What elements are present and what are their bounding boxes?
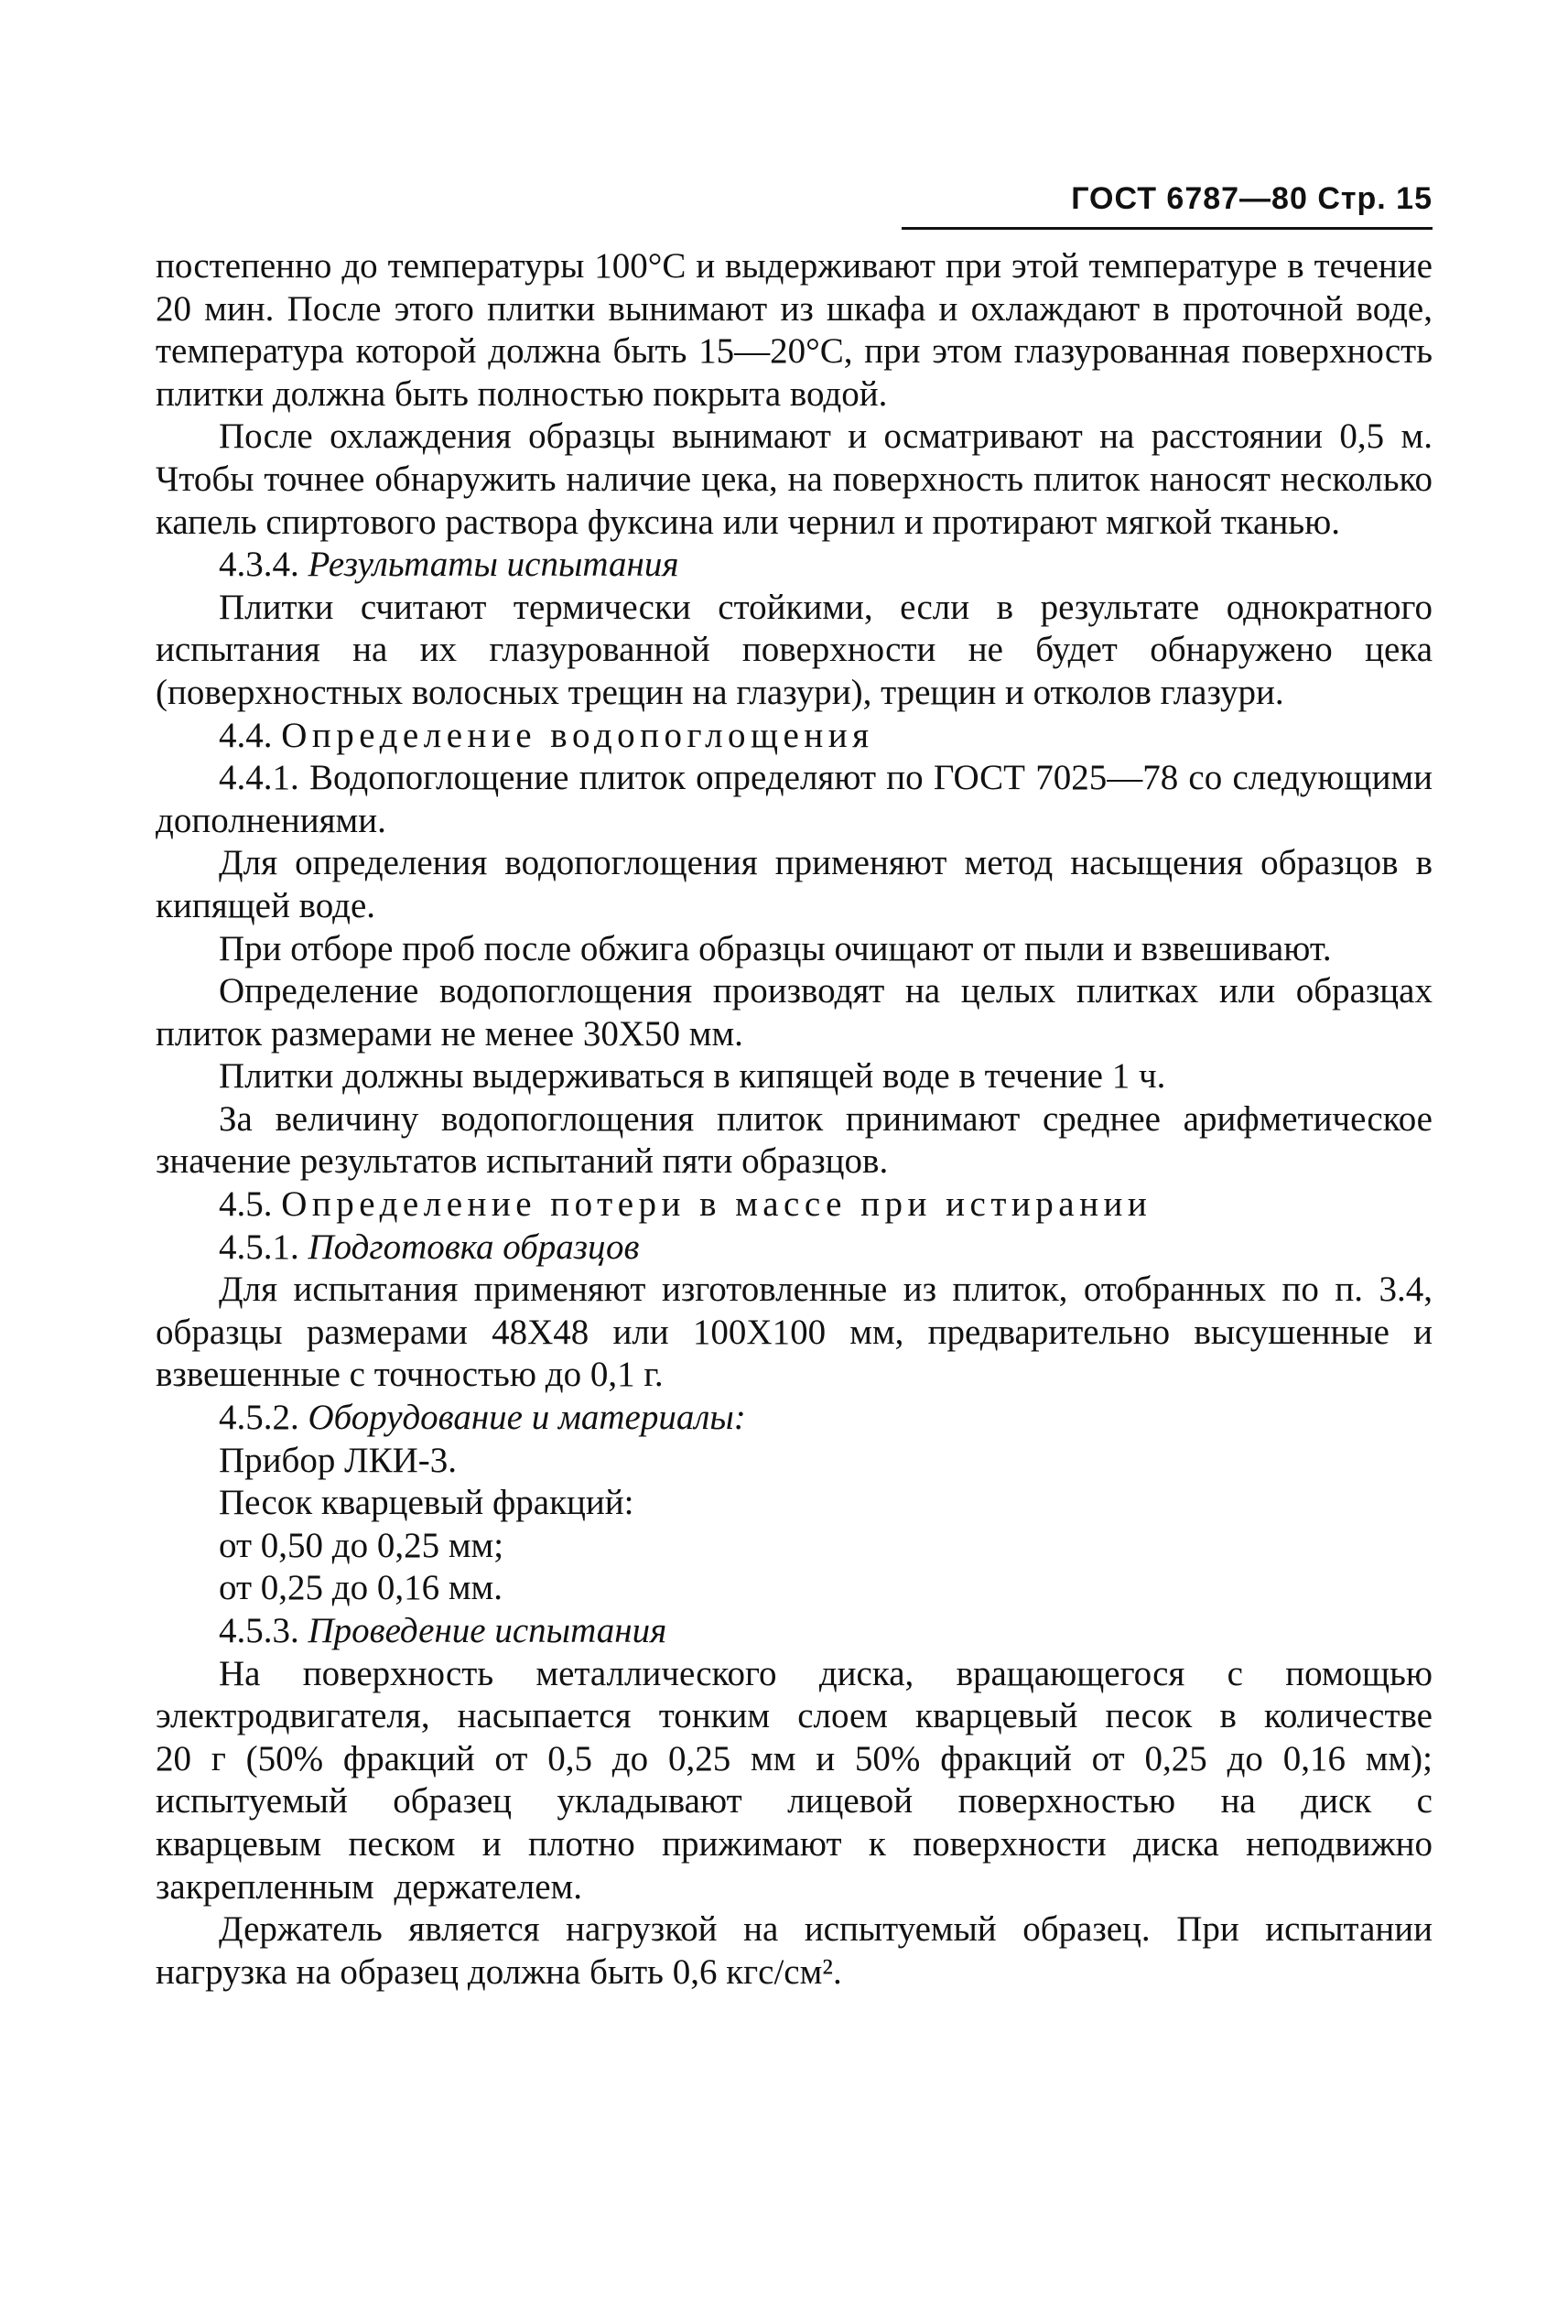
section-title: Определение водопоглощения — [281, 715, 874, 755]
list-item: от 0,25 до 0,16 мм. — [219, 1568, 503, 1608]
subsection-number: 4.5.3. — [219, 1611, 299, 1650]
subsection-number: 4.5.1. — [219, 1227, 299, 1267]
section-heading — [156, 1184, 1433, 1227]
subsection-heading — [156, 1610, 1433, 1653]
header-rule — [902, 227, 1433, 230]
section-number: 4.4. — [219, 715, 273, 755]
subsection-heading — [156, 1227, 1433, 1270]
subsection-heading — [156, 544, 1433, 587]
section-heading — [156, 715, 1433, 758]
paragraph: постепенно до температуры 100°С и выдерживают при этой температуре в течение 20 мин. После этого плитки вынимают из шкафа и охлаждают в проточной воде, температура которой должна быть 15—20°С, при этом глазурованная поверхность плитки должна быть полностью покрыта водой. — [156, 246, 1433, 414]
paragraph: Плитки должны выдерживаться в кипящей воде в течение 1 ч. — [219, 1056, 1166, 1097]
subsection-number: 4.3.4. — [219, 545, 299, 585]
list-item: Прибор ЛКИ-3. — [219, 1440, 457, 1480]
paragraph: Для испытания применяют изготовленные из плиток, отобранных по п. 3.4, образцы размерами 48Х48 или 100Х100 мм, предварительно высушенные и взвешенные с точностью до 0,1 г. — [156, 1270, 1433, 1395]
paragraph: Для определения водопоглощения применяют метод насыщения образцов в кипящей воде. — [156, 843, 1433, 925]
paragraph: При отборе проб после обжига образцы очищают от пыли и взвешивают. — [219, 928, 1332, 968]
paragraph: После охлаждения образцы вынимают и осматривают на расстоянии 0,5 м. Чтобы точнее обнаружить наличие цека, на поверхность плиток наносят несколько капель спиртового раствора фуксина или чернил и протирают мягкой тканью. — [156, 416, 1433, 542]
subsection-title: Проведение испытания — [308, 1611, 667, 1650]
list-item: Песок кварцевый фракций: — [219, 1483, 634, 1523]
section-title: Определение потери в массе при истирании — [281, 1184, 1152, 1225]
running-head: ГОСТ 6787—80 Стр. 15 — [1071, 181, 1433, 216]
paragraph: За величину водопоглощения плиток принимают среднее арифметическое значение результатов испытаний пяти образцов. — [156, 1098, 1433, 1182]
page-body — [156, 245, 1433, 1994]
subsection-number: 4.5.2. — [219, 1398, 299, 1438]
section-number: 4.5. — [219, 1184, 273, 1225]
paragraph: 4.4.1. Водопоглощение плиток определяют по ГОСТ 7025—78 со следующими дополнениями. — [156, 758, 1433, 840]
document-page — [156, 0, 1433, 2324]
subsection-title: Оборудование и материалы: — [308, 1398, 746, 1438]
subsection-title: Подготовка образцов — [308, 1227, 640, 1267]
paragraph: На поверхность металлического диска, вращающегося с помощью электродвигателя, насыпается тонким слоем кварцевый песок в количестве 20 г (50% фракций от 0,5 до 0,25 мм и 50% фракций от 0,25 до 0,16 мм); испытуемый образец укладывают лицевой поверхностью на диск с кварцевым песком и плотно прижимают к поверхности диска неподвижно закрепленным держателем. — [156, 1653, 1433, 1907]
paragraph: Определение водопоглощения производят на целых плитках или образцах плиток размерами не менее 30Х50 мм. — [156, 971, 1433, 1054]
paragraph: Плитки считают термически стойкими, если в результате однократного испытания на их глазурованной поверхности не будет обнаружено цека (поверхностных волосных трещин на глазури), трещин и отколов глазури. — [156, 587, 1433, 712]
list-item: от 0,50 до 0,25 мм; — [219, 1525, 504, 1565]
subsection-title: Результаты испытания — [308, 545, 679, 585]
subsection-heading — [156, 1397, 1433, 1440]
paragraph: Держатель является нагрузкой на испытуемый образец. При испытании нагрузка на образец должна быть 0,6 кгс/см². — [156, 1909, 1433, 1992]
